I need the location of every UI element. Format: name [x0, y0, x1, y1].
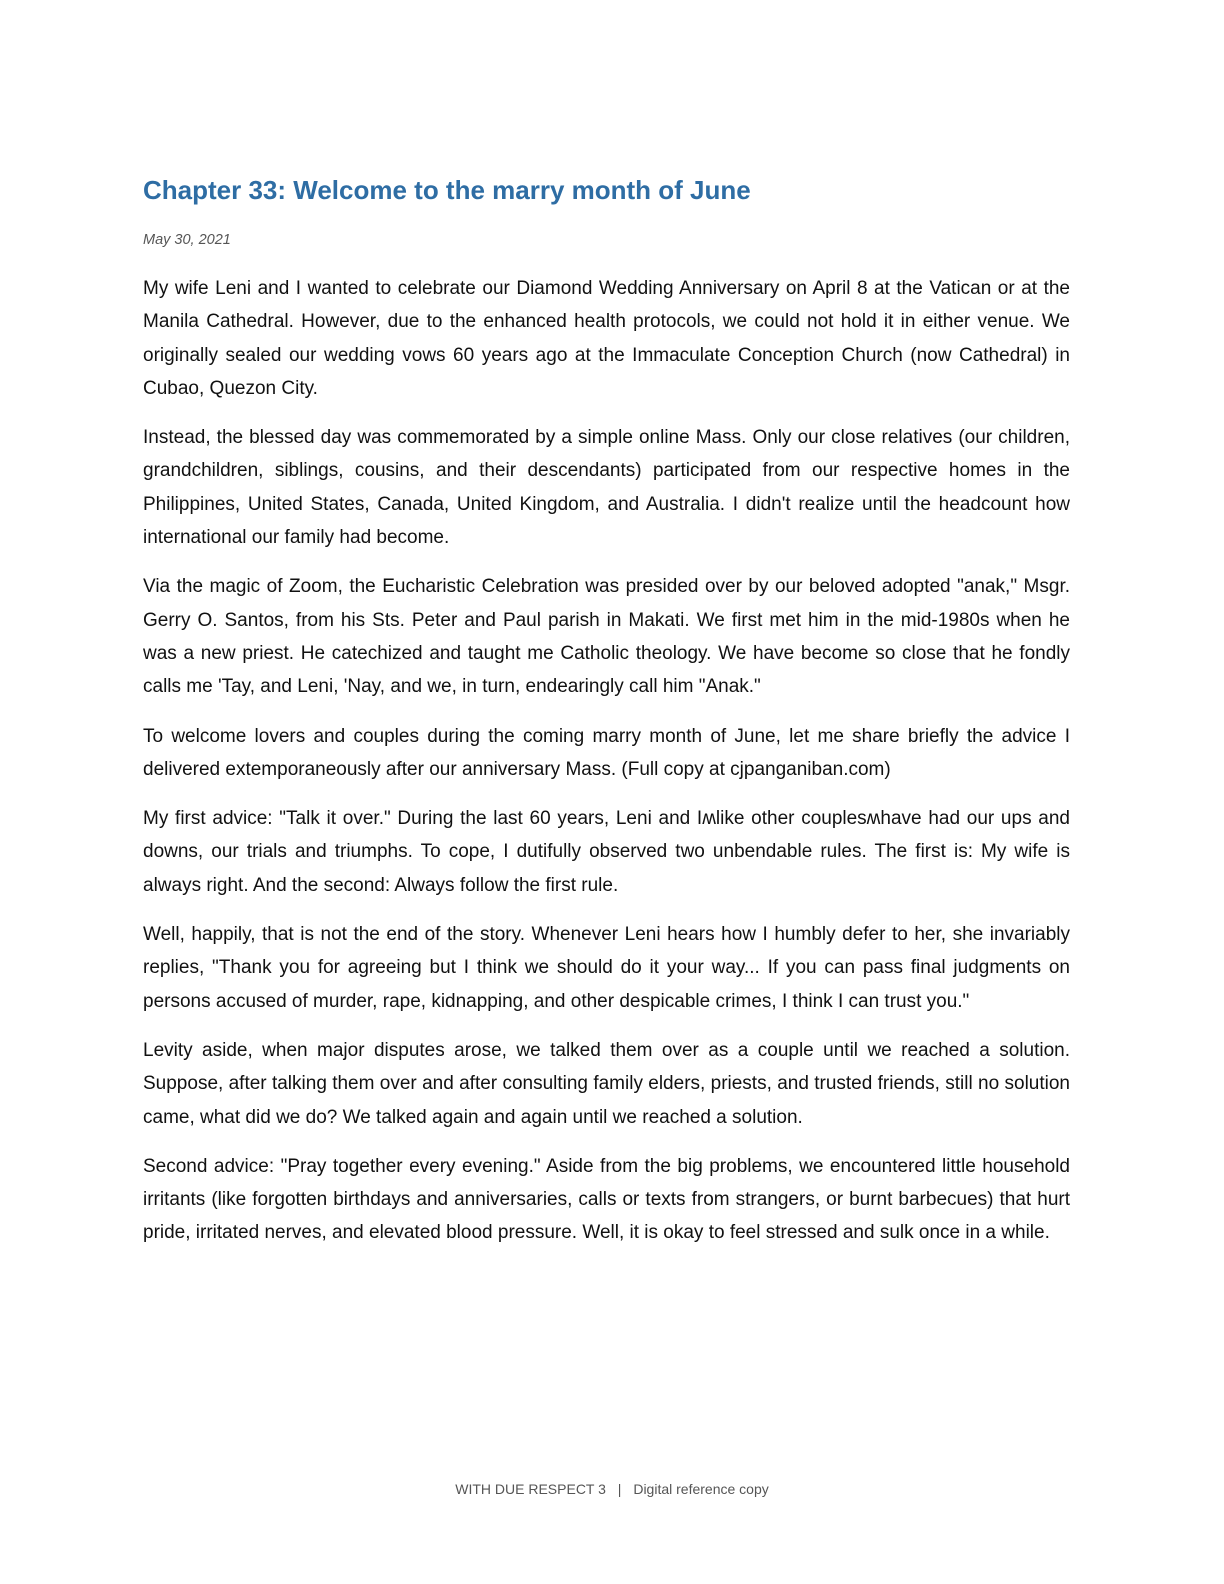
chapter-title: Chapter 33: Welcome to the marry month of June	[143, 175, 751, 205]
body-paragraph: Second advice: "Pray together every evening." Aside from the big problems, we encountered little household irritants (like forgotten birthdays and anniversaries, calls or texts from strangers, or burnt barbecues) that hurt pride, irritated nerves, and elevated blood pressure. Well, it is okay to feel stressed and sulk once in a while.	[143, 1155, 1070, 1244]
footer-book-title: WITH DUE RESPECT 3	[455, 1481, 606, 1497]
footer-note: Digital reference copy	[633, 1481, 769, 1497]
body-paragraph: To welcome lovers and couples during the coming marry month of June, let me share briefly the advice I delivered extemporaneously after our anniversary Mass. (Full copy at cjpanganiban.com)	[143, 725, 1070, 780]
body-paragraph: My first advice: "Talk it over." During the last 60 years, Leni and Iʍlike other couplesʍhave had our ups and downs, our trials and triumphs. To cope, I dutifully observed two unbendable rules. The first is: My wife is always right. And the second: Always follow the first rule.	[143, 808, 1070, 896]
body-paragraph: My wife Leni and I wanted to celebrate our Diamond Wedding Anniversary on April 8 at the Vatican or at the Manila Cathedral. However, due to the enhanced health protocols, we could not hold it in either venue. We originally sealed our wedding vows 60 years ago at the Immaculate Conception Church (now Cathedral) in Cubao, Quezon City.	[143, 278, 1070, 399]
body-paragraph: Instead, the blessed day was commemorated by a simple online Mass. Only our close relatives (our children, grandchildren, siblings, cousins, and their descendants) participated from our respective homes in the Philippines, United States, Canada, United Kingdom, and Australia. I didn't realize until the headcount how international our family had become.	[143, 427, 1070, 549]
publication-date: May 30, 2021	[143, 232, 231, 248]
body-paragraph: Well, happily, that is not the end of the story. Whenever Leni hears how I humbly defer to her, she invariably replies, "Thank you for agreeing but I think we should do it your way... If you can pass final judgments on persons accused of murder, rape, kidnapping, and other despicable crimes, I think I can trust you."	[143, 924, 1070, 1012]
footer-separator: |	[617, 1481, 622, 1497]
body-paragraph: Levity aside, when major disputes arose, we talked them over as a couple until we reached a solution. Suppose, after talking them over and after consulting family elders, priests, and trusted friends, still no solution came, what did we do? We talked again and again until we reached a solution.	[143, 1039, 1070, 1128]
page-footer	[0, 1480, 1224, 1498]
document-page	[143, 170, 1070, 1266]
body-paragraph: Via the magic of Zoom, the Eucharistic Celebration was presided over by our beloved adopted "anak," Msgr. Gerry O. Santos, from his Sts. Peter and Paul parish in Makati. We first met him in the mid-1980s when he was a new priest. He catechized and taught me Catholic theology. We have become so close that he fondly calls me 'Tay, and Leni, 'Nay, and we, in turn, endearingly call him "Anak."	[143, 576, 1070, 698]
